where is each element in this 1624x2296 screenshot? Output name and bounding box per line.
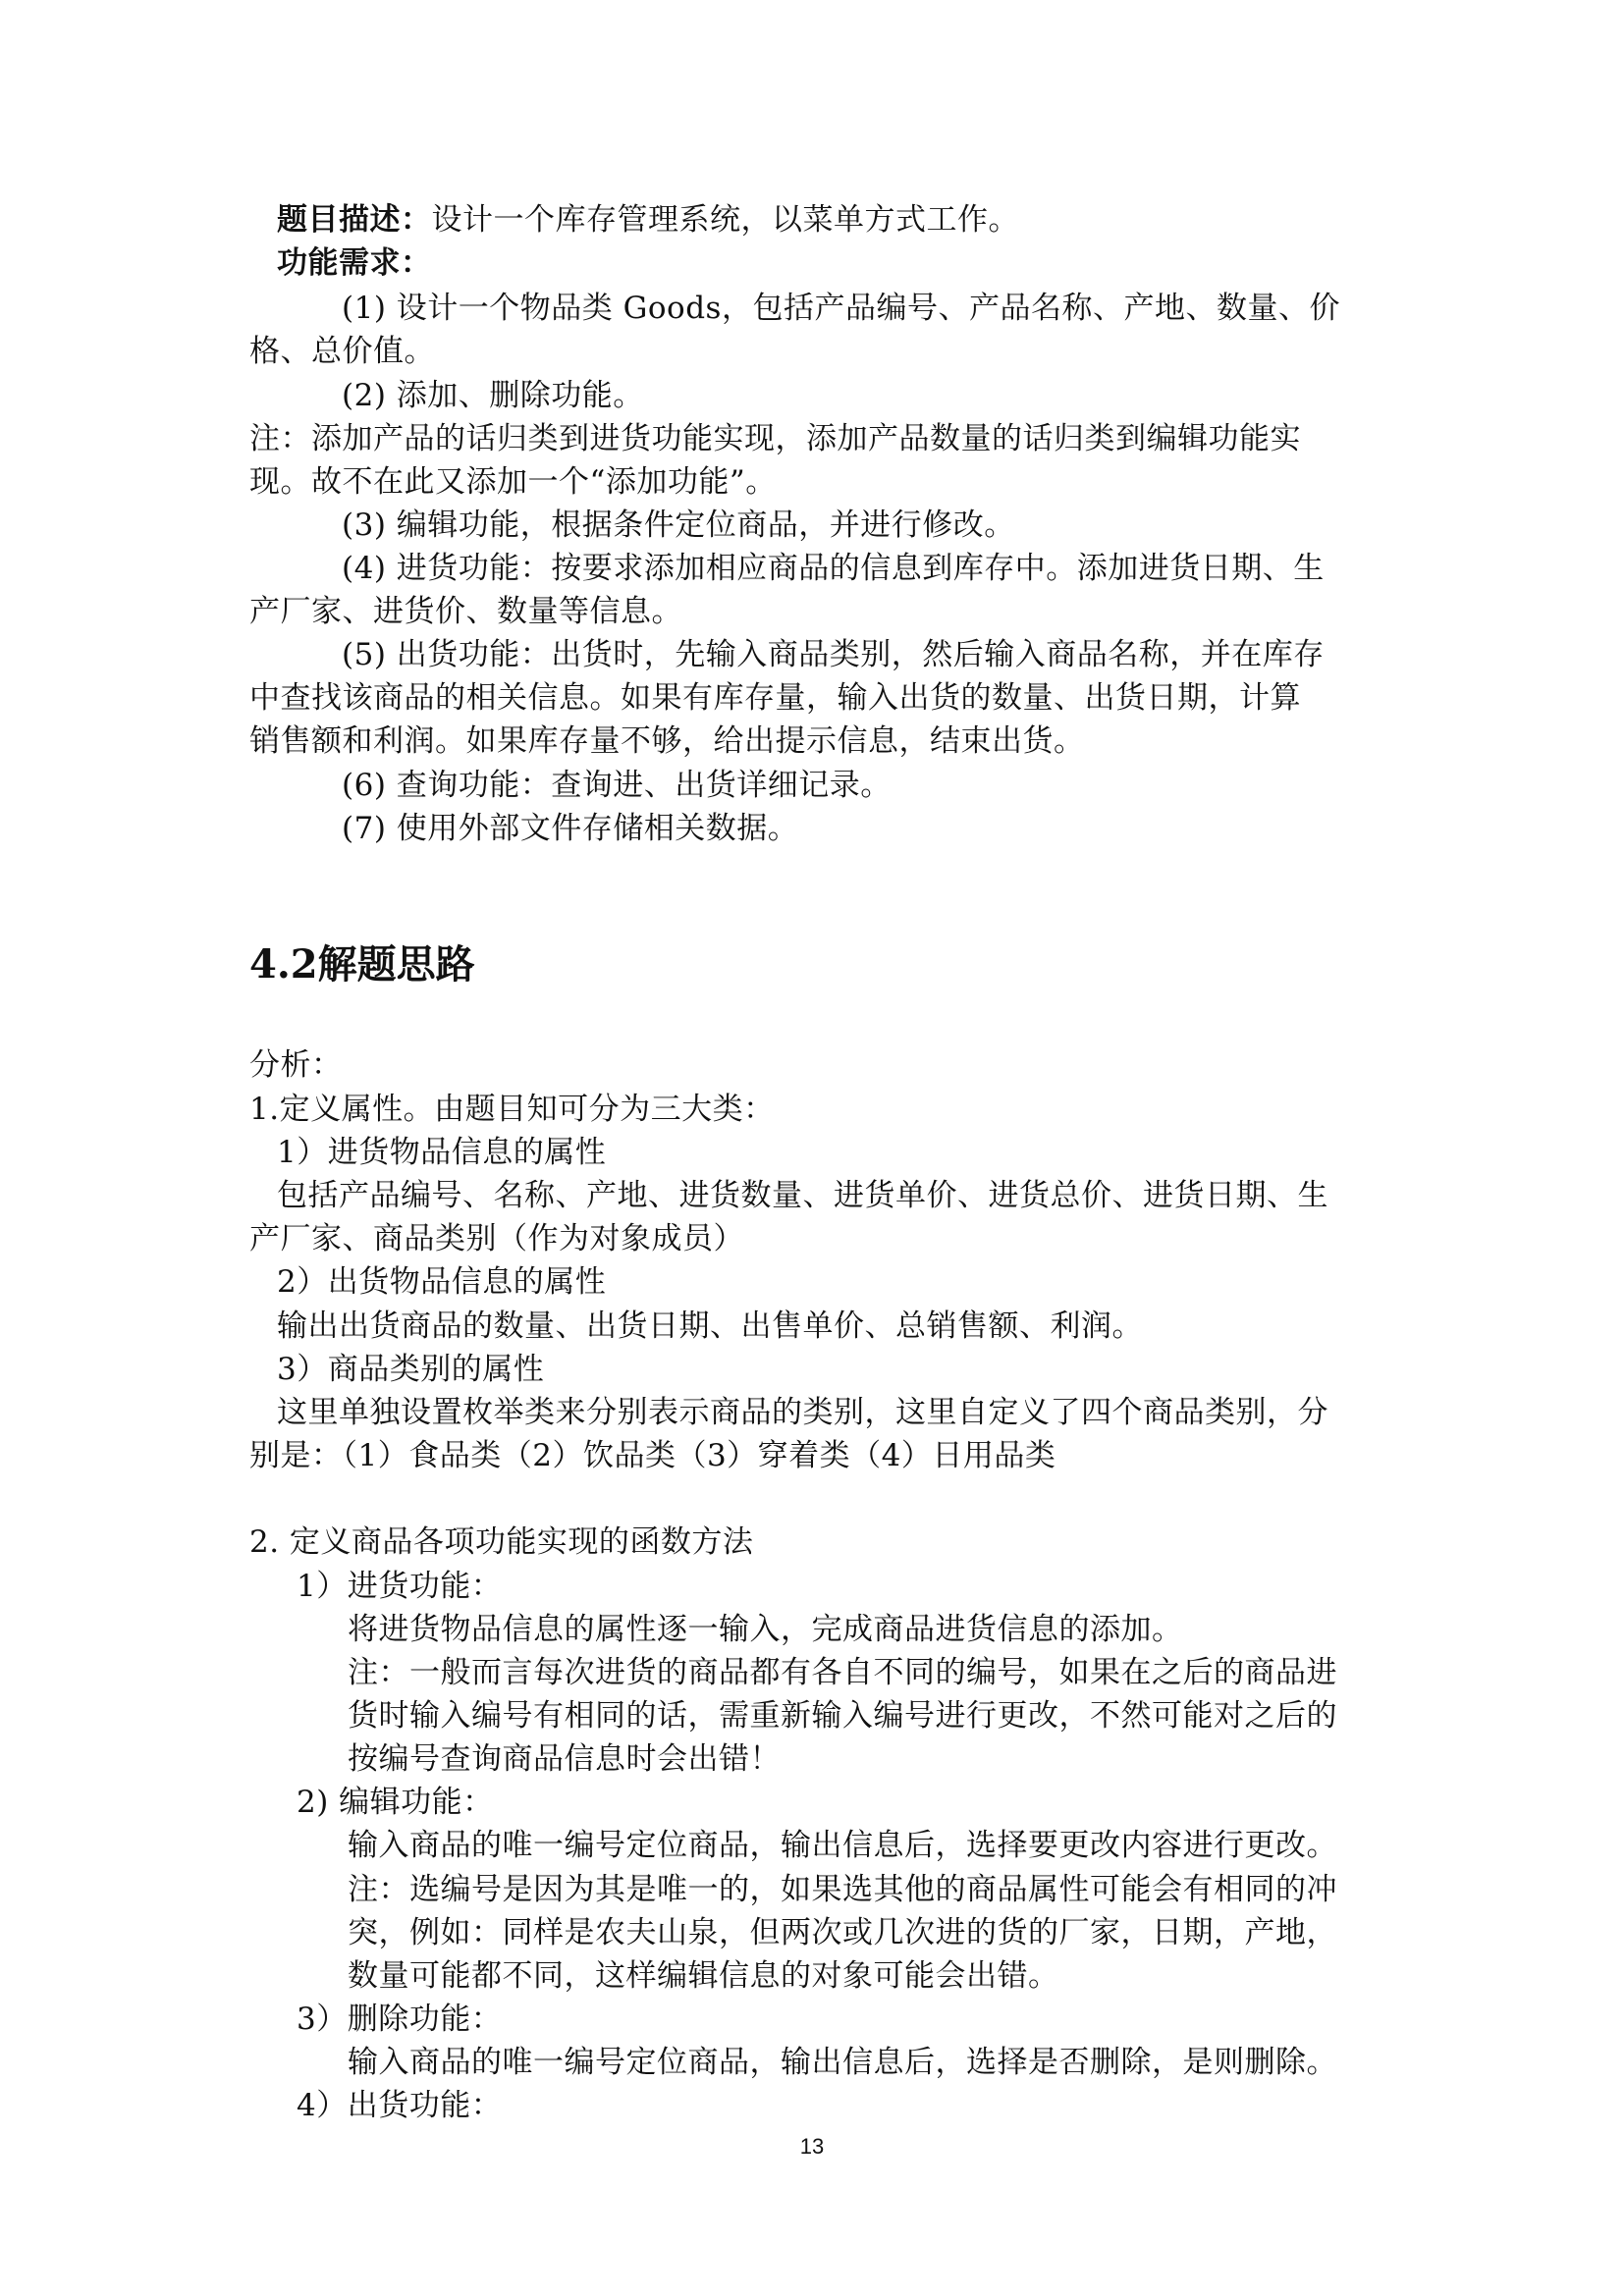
analysis-line: 1）进货功能：: [297, 1569, 503, 1604]
page-number: 13: [799, 2134, 825, 2159]
analysis-line: 4）出货功能：: [297, 2088, 503, 2123]
req-line: 格、总价值。: [249, 334, 435, 369]
req-line: (3) 编辑功能，根据条件定位商品，并进行修改。: [342, 507, 1015, 543]
analysis-line: 产厂家、商品类别（作为对象成员）: [249, 1221, 744, 1256]
analysis-line: 这里单独设置枚举类来分别表示商品的类别，这里自定义了四个商品类别，分: [277, 1395, 1328, 1430]
analysis-line: 注：选编号是因为其是唯一的，如果选其他的商品属性可能会有相同的冲: [348, 1872, 1337, 1907]
analysis-line: 输入商品的唯一编号定位商品，输出信息后，选择要更改内容进行更改。: [348, 1828, 1337, 1863]
req-line: (7) 使用外部文件存储相关数据。: [342, 811, 799, 846]
req-line: (1) 设计一个物品类 Goods，包括产品编号、产品名称、产地、数量、价: [342, 291, 1340, 326]
analysis-line: 数量可能都不同，这样编辑信息的对象可能会出错。: [348, 1958, 1059, 1994]
problem-description: [277, 198, 1019, 241]
analysis-line: 1.定义属性。由题目知可分为三大类：: [249, 1092, 775, 1127]
analysis-line: 货时输入编号有相同的话，需重新输入编号进行更改，不然可能对之后的: [348, 1698, 1337, 1734]
analysis-line: 别是：（1）食品类（2）饮品类（3）穿着类（4）日用品类: [249, 1438, 1056, 1473]
req-line: 销售额和利润。如果库存量不够，给出提示信息，结束出货。: [249, 723, 1085, 759]
analysis-line: 输入商品的唯一编号定位商品，输出信息后，选择是否删除，是则删除。: [348, 2045, 1337, 2080]
analysis-line: 2）出货物品信息的属性: [277, 1264, 607, 1300]
analysis-line: 2. 定义商品各项功能实现的函数方法: [249, 1524, 754, 1560]
analysis-line: 注：一般而言每次进货的商品都有各自不同的编号，如果在之后的商品进: [348, 1655, 1337, 1690]
req-line: 中查找该商品的相关信息。如果有库存量，输入出货的数量、出货日期，计算: [249, 680, 1301, 716]
analysis-line: 1）进货物品信息的属性: [277, 1135, 607, 1170]
desc-text: 设计一个库存管理系统，以菜单方式工作。: [431, 202, 1019, 238]
requirements-label: 功能需求：: [277, 245, 432, 281]
req-line: (5) 出货功能：出货时，先输入商品类别，然后输入商品名称，并在库存: [342, 637, 1325, 672]
req-line: 产厂家、进货价、数量等信息。: [249, 594, 682, 629]
analysis-label: 分析：: [249, 1047, 343, 1083]
analysis-line: 将进货物品信息的属性逐一输入，完成商品进货信息的添加。: [348, 1612, 1183, 1647]
req-note-line: 现。故不在此又添加一个“添加功能”。: [249, 464, 777, 500]
section-heading: 4.2解题思路: [249, 941, 475, 988]
analysis-line: 3）删除功能：: [297, 2002, 503, 2037]
analysis-line: 2) 编辑功能：: [297, 1785, 494, 1820]
analysis-line: 按编号查询商品信息时会出错！: [348, 1741, 781, 1777]
analysis-line: 突，例如：同样是农夫山泉，但两次或几次进的货的厂家，日期，产地，: [348, 1915, 1337, 1950]
analysis-line: 3）商品类别的属性: [277, 1352, 545, 1387]
req-note-line: 注：添加产品的话归类到进货功能实现，添加产品数量的话归类到编辑功能实: [249, 421, 1301, 456]
desc-label: 题目描述：: [277, 202, 432, 238]
req-line: (6) 查询功能：查询进、出货详细记录。: [342, 768, 892, 803]
req-line: (4) 进货功能：按要求添加相应商品的信息到库存中。添加进货日期、生: [342, 551, 1325, 586]
analysis-line: 包括产品编号、名称、产地、进货数量、进货单价、进货总价、进货日期、生: [277, 1178, 1328, 1213]
analysis-line: 输出出货商品的数量、出货日期、出售单价、总销售额、利润。: [277, 1308, 1143, 1344]
req-line: (2) 添加、删除功能。: [342, 378, 644, 413]
